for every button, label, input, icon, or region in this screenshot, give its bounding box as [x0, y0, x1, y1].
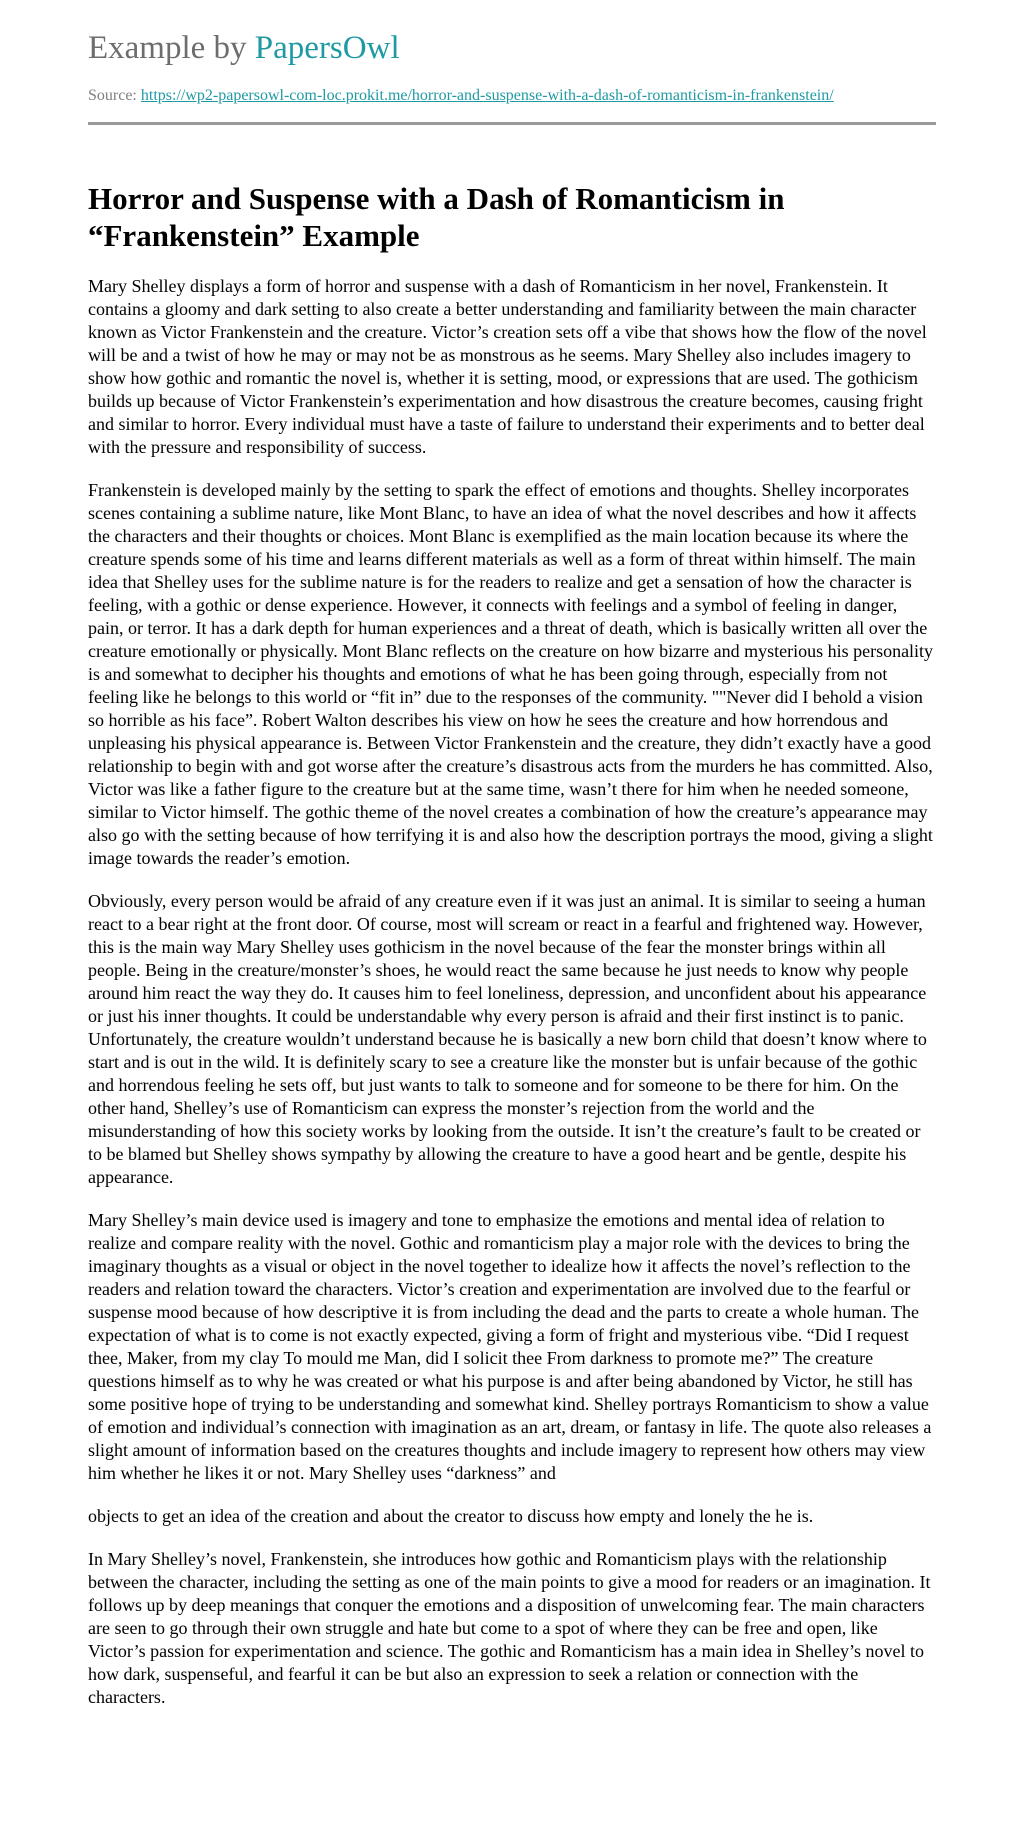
page-title: Horror and Suspense with a Dash of Romanticism in “Frankenstein” Example — [88, 181, 785, 253]
paragraph: Obviously, every person would be afraid of any creature even if it was just an animal. It is similar to seeing a human react to a bear right at the front door. Of course, most will scream or react in a fearful and frightened way. However, this is the main way Mary Shelley uses gothicism in the novel because of the fear the monster brings within all people. Being in the creature/monster’s shoes, he would react the same because he just needs to know why people around him react the way they do. It causes him to feel loneliness, depression, and unconfident about his appearance or just his inner thoughts. It could be understandable why every person is afraid and their first instinct is to panic. Unfortunately, the creature wouldn’t understand because he is basically a new born child that doesn’t know where to start and is out in the wild. It is definitely scary to see a creature like the monster but is unfair because of the gothic and horrendous feeling he sets off, but just wants to talk to someone and for someone to be there for him. On the other hand, Shelley’s use of Romanticism can express the monster’s rejection from the world and the misunderstanding of how this society works by looking from the outside. It isn’t the creature’s fault to be created or to be blamed but Shelley shows sympathy by allowing the creature to have a good heart and be gentle, despite his appearance. — [88, 891, 927, 1187]
paragraph: objects to get an idea of the creation and about the creator to discuss how empty and lonely the he is. — [88, 1506, 814, 1526]
source-link[interactable]: https://wp2-papersowl-com-loc.prokit.me/horror-and-suspense-with-a-dash-of-romanticism-in-frankenstein/ — [140, 87, 834, 104]
essay-body — [88, 275, 936, 1729]
paragraph: Mary Shelley displays a form of horror and suspense with a dash of Romanticism in her novel, Frankenstein. It contains a gloomy and dark setting to also create a better understanding and familiarity between the main character known as Victor Frankenstein and the creature. Victor’s creation sets off a vibe that shows how the flow of the novel will be and a twist of how he may or may not be as monstrous as he seems. Mary Shelley also includes imagery to show how gothic and romantic the novel is, whether it is setting, mood, or expressions that are used. The gothicism builds up because of Victor Frankenstein’s experimentation and how disastrous the creature becomes, causing fright and similar to horror. Every individual must have a taste of failure to understand their experiments and to better deal with the pressure and responsibility of success. — [88, 276, 927, 457]
paragraph: Mary Shelley’s main device used is imagery and tone to emphasize the emotions and mental idea of relation to realize and compare reality with the novel. Gothic and romanticism play a major role with the devices to bring the imaginary thoughts as a visual or object in the novel together to idealize how it affects the novel’s reflection to the readers and relation toward the characters. Victor’s creation and experimentation are involved due to the fearful or suspense mood because of how descriptive it is from including the dead and the parts to create a whole human. The expectation of what is to come is not exactly expected, giving a form of fright and mysterious vibe. “Did I request thee, Maker, from my clay To mould me Man, did I solicit thee From darkness to promote me?” The creature questions himself as to why he was created or what his purpose is and after being abandoned by Victor, he still has some positive hope of trying to be understanding and somewhat kind. Shelley portrays Romanticism to show a value of emotion and individual’s connection with imagination as an art, dream, or fantasy in life. The quote also releases a slight amount of information based on the creatures thoughts and include imagery to represent how others may view him whether he likes it or not. Mary Shelley uses “darkness” and — [88, 1210, 932, 1483]
source-line — [88, 86, 834, 106]
brand-logo-text[interactable]: PapersOwl — [254, 30, 400, 66]
header-divider — [88, 122, 936, 125]
brand-prefix: Example by — [88, 30, 255, 66]
paragraph: In Mary Shelley’s novel, Frankenstein, she introduces how gothic and Romanticism plays with the relationship between the character, including the setting as one of the main points to give a mood for readers or an imagination. It follows up by deep meanings that conquer the emotions and a disposition of unwelcoming fear. The main characters are seen to go through their own struggle and hate but come to a spot of where they can be free and open, like Victor’s passion for experimentation and science. The gothic and Romanticism has a main idea in Shelley’s novel to how dark, suspenseful, and fearful it can be but also an expression to seek a relation or connection with the characters. — [88, 1549, 931, 1707]
brand-header — [88, 28, 400, 68]
paragraph: Frankenstein is developed mainly by the setting to spark the effect of emotions and thoughts. Shelley incorporates scenes containing a sublime nature, like Mont Blanc, to have an idea of what the novel describes and how it affects the characters and their thoughts or choices. Mont Blanc is exemplified as the main location because its where the creature spends some of his time and learns different materials as well as a form of threat within himself. The main idea that Shelley uses for the sublime nature is for the readers to realize and get a sensation of how the character is feeling, with a gothic or dense experience. However, it connects with feelings and a symbol of feeling in danger, pain, or terror. It has a dark depth for human experiences and a threat of death, which is basically written all over the creature emotionally or physically. Mont Blanc reflects on the creature on how bizarre and mysterious his personality is and somewhat to decipher his thoughts and emotions of what he has been going through, especially from not feeling like he belongs to this world or “fit in” due to the responses of the community. ""Never did I behold a vision so horrible as his face”. Robert Walton describes his view on how he sees the creature and how horrendous and unpleasing his physical appearance is. Between Victor Frankenstein and the creature, they didn’t exactly have a good relationship to begin with and got worse after the creature’s disastrous acts from the murders he has committed. Also, Victor was like a father figure to the creature but at the same time, wasn’t there for him when he needed someone, similar to Victor himself. The gothic theme of the novel creates a combination of how the creature’s appearance may also go with the setting because of how terrifying it is and also how the description portrays the mood, giving a slight image towards the reader’s emotion. — [88, 480, 934, 868]
source-label: Source: — [88, 87, 141, 104]
